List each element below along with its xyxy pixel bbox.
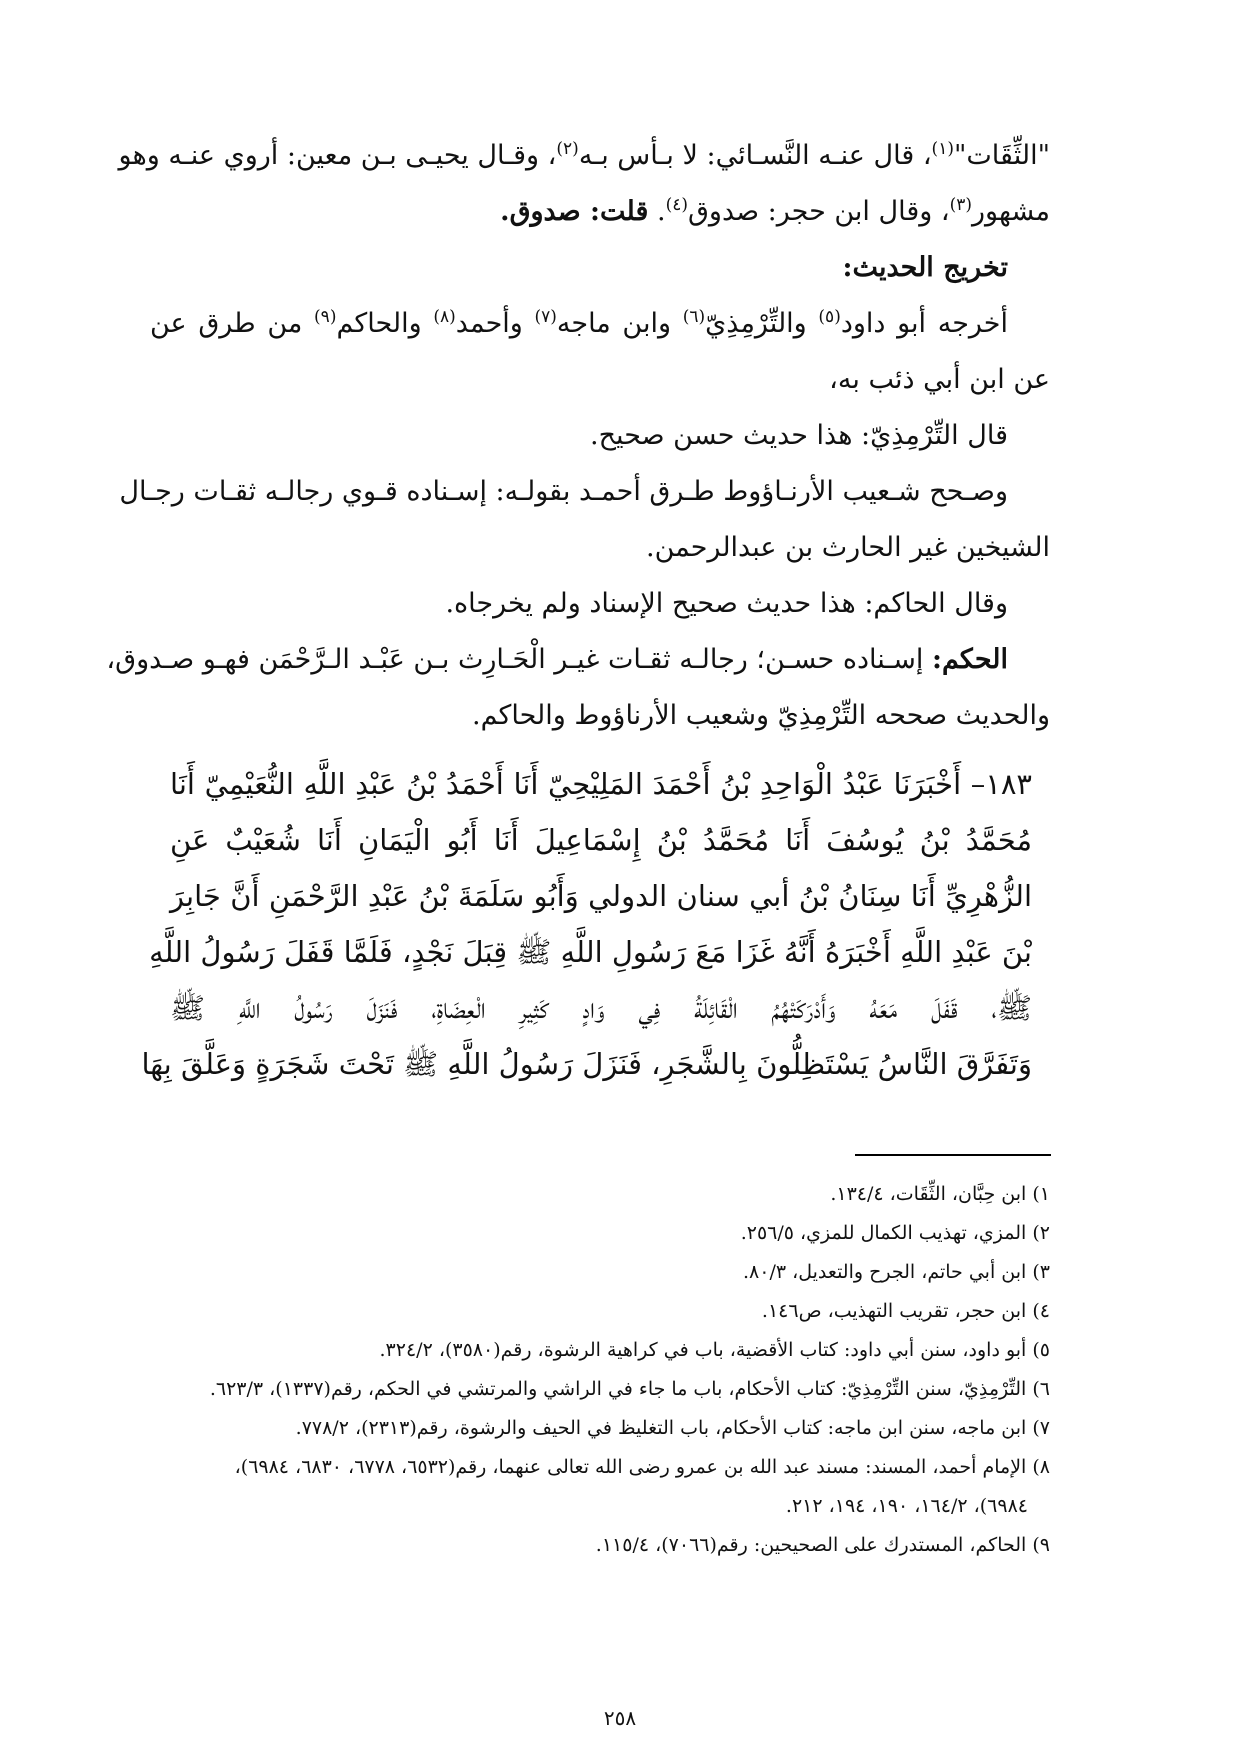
section-heading-takhrij: تخريج الحديث: [842, 252, 1008, 283]
hadith-line-3: الزُّهْرِيِّ أَنَا سِنَانُ بْنُ أبي سنان الدولي وَأَبُو سَلَمَةَ بْنُ عَبْدِ الرَّحْمَنِ أَنَّ جَابِرَ [170, 879, 1032, 913]
footnote-9: ٩) الحاكم، المستدرك على الصحيحين: رقم(٧٠٦٦)، ١١٥/٤. [595, 1534, 1050, 1556]
body-text-span: ، وقـال يحيـى بـن معين: أروي عنـه وهو [118, 140, 557, 171]
body-line-2 [150, 184, 1050, 240]
footnote-ref-2[interactable]: (٢) [556, 139, 579, 159]
body-text-span: أخرجه أبو داود [840, 308, 1008, 339]
footnote-separator [855, 1154, 1051, 1156]
body-text-span: وأحمد [455, 308, 535, 339]
body-line-1 [118, 128, 1050, 184]
body-line-takhrij-1 [150, 296, 1050, 352]
body-text-span: ، وقال ابن حجر: صدوق [687, 196, 950, 227]
footnote-ref-6[interactable]: (٦) [682, 307, 706, 327]
hadith-line-6: وَتَفَرَّقَ النَّاسُ يَسْتَظِلُّونَ بِالشَّجَرِ، فَنَزَلَ رَسُولُ اللَّهِ ﷺ تَحْتَ شَجَرَةٍ وَعَلَّقَ بِهَا [141, 1047, 1032, 1081]
footnote-1: ١) ابن حِبَّان، الثِّقَات، ١٣٤/٤. [830, 1183, 1050, 1205]
footnote-7: ٧) ابن ماجه، سنن ابن ماجه: كتاب الأحكام، باب التغليظ في الحيف والرشوة، رقم(٢٣١٣)، ٧٧٨/٢. [295, 1417, 1050, 1439]
body-text-span: ، قال عنـه النَّسـائي: لا بـأس بـه [578, 140, 932, 171]
footnote-8: ٨) الإمام أحمد، المسند: مسند عبد الله بن عمرو رضى الله تعالى عنهما، رقم(٦٥٣٢، ٦٧٧٨، ٦٨٣٠، ٦٩٨٤)، [234, 1456, 1050, 1478]
body-text-span: والحاكم [336, 308, 434, 339]
footnote-ref-4[interactable]: (٤) [665, 195, 688, 215]
author-verdict: قلت: صدوق. [500, 196, 649, 227]
ruling-line-2: والحديث صححه التِّرْمِذِيّ وشعيب الأرناؤوط والحاكم. [471, 700, 1050, 731]
ruling-line-1 [106, 632, 1050, 688]
body-text-span: إسـناده حسـن؛ رجالـه ثقـات غيـر الْحَـارِث بـن عَبْـد الـرَّحْمَن فهـو صـدوق، [106, 644, 932, 675]
footnote-8-continuation: ٦٩٨٤)، ١٦٤/٢، ١٩٠، ١٩٤، ٢١٢. [785, 1495, 1028, 1517]
body-text-span: والتِّرْمِذِيّ [705, 308, 819, 339]
footnote-4: ٤) ابن حجر، تقريب التهذيب، ص١٤٦. [761, 1300, 1050, 1322]
footnote-ref-7[interactable]: (٧) [534, 307, 557, 327]
body-line-takhrij-2: عن ابن أبي ذئب به، [829, 364, 1050, 395]
book-title-thiqat: "الثِّقَات" [953, 140, 1050, 171]
footnote-6: ٦) التِّرْمِذِيّ، سنن التِّرْمِذِيّ: كتاب الأحكام، باب ما جاء في الراشي والمرتشي في الحكم، رقم(١٣٣٧)، ٦٢٣/٣. [209, 1378, 1050, 1400]
footnote-2: ٢) المزي، تهذيب الكمال للمزي، ٢٥٦/٥. [740, 1222, 1050, 1244]
arnaut-saying-line-2: الشيخين غير الحارث بن عبدالرحمن. [646, 532, 1050, 563]
page-number: ٢٥٨ [603, 1706, 637, 1730]
footnote-ref-5[interactable]: (٥) [818, 307, 841, 327]
body-text-span: . [648, 196, 666, 227]
narrator-assessment-paragraph [106, 128, 1050, 744]
hadith-line-5: ﷺ، قَفَلَ مَعَهُ وَأَدْرَكَتْهُمُ الْقَائِلَةُ فِي وَادٍ كَثِيرِ الْعِضَاةِ، فَنَزَلَ رَسُولُ اللَّهِ ﷺ [170, 991, 1032, 1025]
footnote-ref-1[interactable]: (١) [931, 139, 954, 159]
ruling-label: الحكم: [931, 644, 1008, 675]
tirmidhi-saying: قال التِّرْمِذِيّ: هذا حديث حسن صحيح. [590, 420, 1008, 451]
hadith-line-2: مُحَمَّدُ بْنُ يُوسُفَ أَنَا مُحَمَّدُ بْنُ إِسْمَاعِيلَ أَنَا أَبُو الْيَمَانِ أَنَا شُعَيْبٌ عَنِ [170, 823, 1032, 857]
hadith-line-4: بْنَ عَبْدِ اللَّهِ أَخْبَرَهُ أَنَّهُ غَزَا مَعَ رَسُولِ اللَّهِ ﷺ قِبَلَ نَجْدٍ، فَلَمَّا قَفَلَ رَسُولُ اللَّهِ [149, 935, 1032, 969]
footnote-5: ٥) أبو داود، سنن أبي داود: كتاب الأقضية، باب في كراهية الرشوة، رقم(٣٥٨٠)، ٣٢٤/٢. [379, 1339, 1050, 1361]
footnote-ref-8[interactable]: (٨) [433, 307, 456, 327]
body-text-span: وابن ماجه [556, 308, 683, 339]
footnote-3: ٣) ابن أبي حاتم، الجرح والتعديل، ٨٠/٣. [743, 1261, 1050, 1283]
hadith-183-text [141, 756, 1032, 1092]
footnotes [150, 1175, 1050, 1565]
arnaut-saying-line-1: وصـحح شـعيب الأرنـاؤوط طـرق أحمـد بقولـه: إسـناده قـوي رجالـه ثقـات رجـال [119, 476, 1008, 507]
hakim-saying: وقال الحاكم: هذا حديث صحيح الإسناد ولم يخرجاه. [445, 588, 1008, 619]
footnote-ref-3[interactable]: (٣) [949, 195, 973, 215]
body-text-span: مشهور [972, 196, 1050, 227]
body-text-span: من طرق عن [150, 308, 315, 339]
footnote-ref-9[interactable]: (٩) [314, 307, 337, 327]
hadith-line-1: ١٨٣– أَخْبَرَنَا عَبْدُ الْوَاحِدِ بْنُ أَحْمَدَ المَلِيْحِيّ أَنَا أَحْمَدُ بْنُ عَبْدِ اللَّهِ النُّعَيْمِيّ أَنَا [170, 767, 1032, 801]
